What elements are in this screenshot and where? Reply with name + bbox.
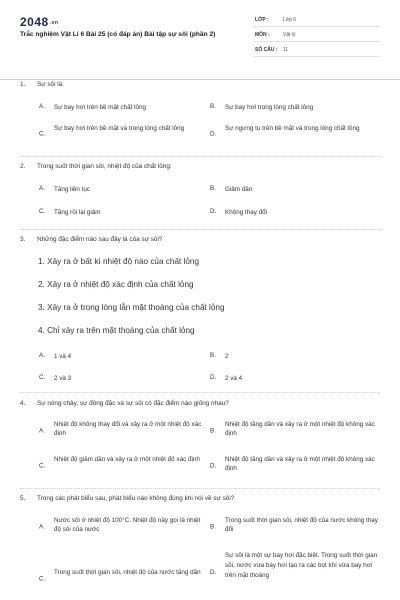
meta-count: [253, 44, 380, 57]
option-d[interactable]: D. Sự ngưng tụ trên bề mặt và trong lòng chất lỏng: [210, 125, 360, 138]
meta-subject-label: MÔN :: [255, 32, 270, 38]
option-b[interactable]: B. Nhiệt độ tăng dần và xảy ra ở một nhiệt độ không xác định: [210, 421, 375, 437]
option-d[interactable]: D. Nhiệt độ tăng dần và xảy ra ở một nhiệt độ không xác định: [210, 456, 375, 472]
question-text: 2. Trong suốt thời gian sôi, nhiệt độ của chất lỏng:: [20, 163, 172, 170]
document-header: [0, 0, 400, 80]
meta-subject-value: Vật lý: [283, 32, 296, 38]
statement-3: 3. Xảy ra ở trong lòng lẫn mặt thoáng của chất lỏng: [38, 303, 225, 312]
option-a[interactable]: A. Nước sôi ở nhiệt độ 100°C. Nhiệt độ này gọi là nhiệt độ sôi của nước: [39, 517, 201, 533]
option-a[interactable]: A. Nhiệt độ không thay đổi và xảy ra ở một nhiệt độ xác định: [39, 421, 202, 437]
option-c[interactable]: C. Sự bay hơi trên bề mặt và trong lòng chất lỏng: [39, 125, 185, 138]
meta-class-label: LỚP :: [255, 17, 269, 23]
question-1: 1. Sự sôi là: A. Sự bay hơi trên bề mặt chất lỏng B. Sự bay hơi trong lòng chất lỏng C. Sự bay hơi trên bề mặt và trong lòng chất lỏng D. Sự ngưng tụ trên bề mặt và trong lòng chất lỏng: [20, 81, 380, 157]
option-d[interactable]: D. Sự sôi là một sự bay hơi đặc biệt. Trong suốt thời gian sôi, nước vừa bay hơi tạo ra các bọt khí vừa bay hơi trên mặt thoáng: [210, 552, 378, 579]
statement-2: 2. Xảy ra ở nhiệt độ xác định của chất lỏng: [38, 280, 194, 289]
meta-class: [253, 14, 380, 27]
question-text: 5. Trong các phát biểu sau, phát biểu nào không đúng khi nói về sự sôi?: [20, 495, 235, 502]
question-2: 2. Trong suốt thời gian sôi, nhiệt độ của chất lỏng: A. Tăng liên tục B. Giảm dần C. Tăng rồi lại giảm D. Không thay đổi: [20, 163, 380, 230]
option-c[interactable]: C. Nhiệt độ giảm dần và xảy ra ở một nhiệt độ xác định: [39, 456, 200, 470]
question-5: [20, 495, 380, 600]
meta-subject: [253, 29, 380, 42]
meta-count-label: SỐ CÂU :: [255, 47, 278, 53]
site-logo[interactable]: 2048.vn: [20, 15, 59, 29]
meta-class-value: Lớp 6: [283, 17, 297, 23]
question-3: 3. Những đặc điểm nào sau đây là của sự sôi? 1. Xảy ra ở bất kì nhiệt độ nào của chất lỏng 2. Xảy ra ở nhiệt độ xác định của chất lỏng 3. Xảy ra ở trong lòng lẫn mặt thoáng của chất lỏng 4. Chỉ xảy ra trên mặt thoáng của chất lỏng A. 1 và 4 B. 2 C. 2 và 3 D. 2 và 4: [20, 236, 380, 393]
statement-4: 4. Chỉ xảy ra trên mặt thoáng của chất lỏng: [38, 326, 195, 335]
option-b[interactable]: B. Trong suốt thời gian sôi, nhiệt độ của nước không thay đổi: [210, 517, 378, 533]
meta-count-value: 11: [283, 47, 289, 53]
question-text: 3. Những đặc điểm nào sau đây là của sự sôi?: [20, 236, 163, 243]
question-4: [20, 400, 380, 489]
page-title: Trắc nghiệm Vật Lí 6 Bài 25 (có đáp án) Bài tập sự sôi (phần 2): [20, 31, 216, 38]
question-text: 4. Sự nóng chảy, sự đông đặc và sự sôi có đặc điểm nào giống nhau?: [20, 400, 229, 407]
statement-1: 1. Xảy ra ở bất kì nhiệt độ nào của chất lỏng: [38, 257, 200, 266]
question-text: 1. Sự sôi là:: [20, 81, 65, 88]
option-c[interactable]: C. Trong suốt thời gian sôi, nhiệt độ của nước tăng dần: [39, 569, 201, 583]
